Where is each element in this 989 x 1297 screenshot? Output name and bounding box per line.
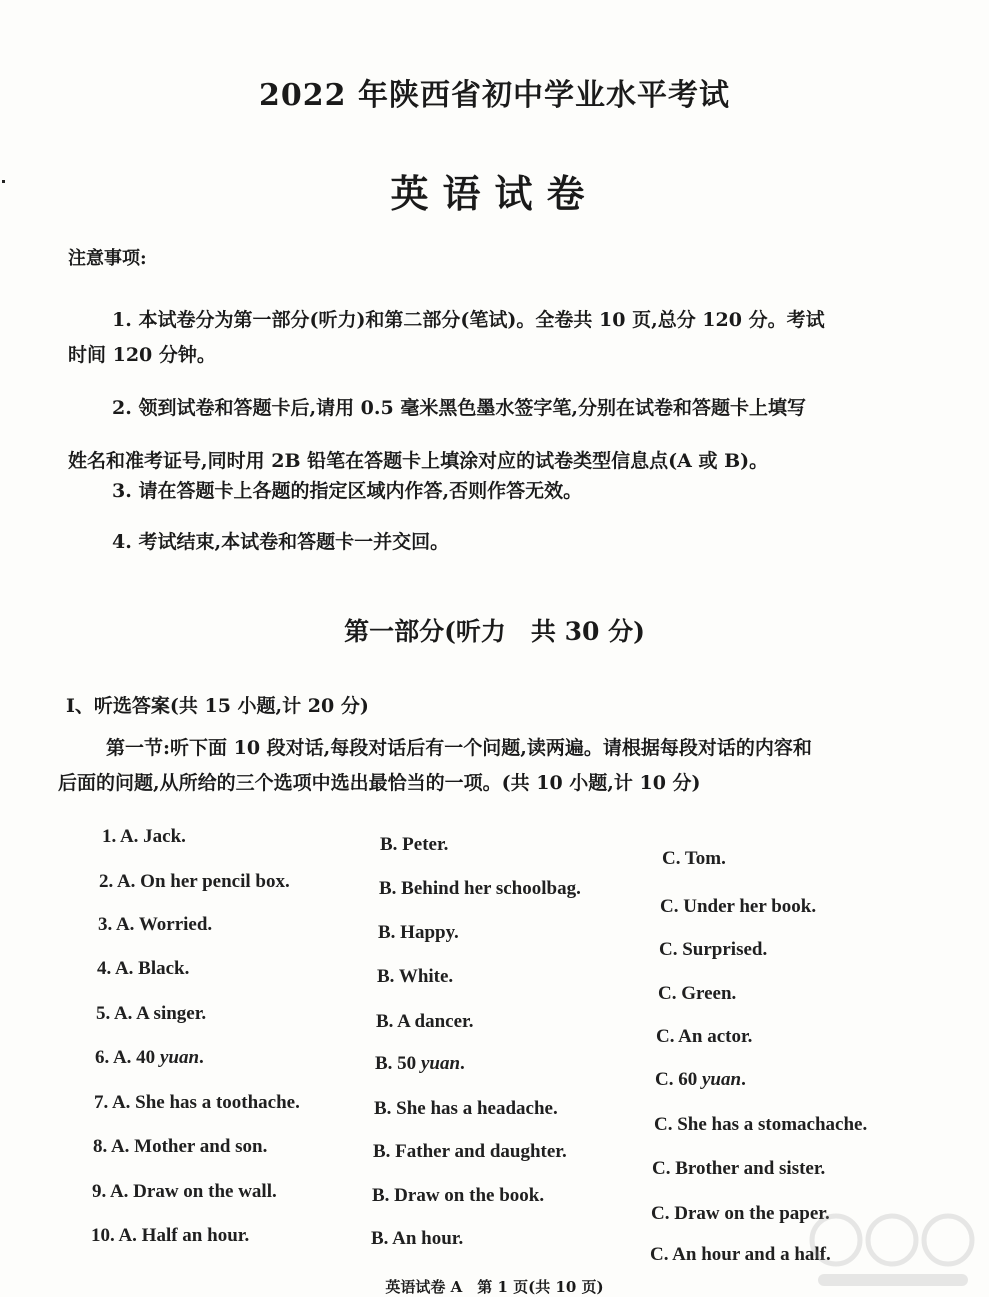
notice-item-3: 3. 请在答题卡上各题的指定区域内作答,否则作答无效。 — [112, 480, 583, 502]
question-7-option-b: B. She has a headache. — [374, 1098, 558, 1119]
scan-edge-mark — [2, 180, 5, 183]
page-footer: 英语试卷 A 第 1 页(共 10 页) — [385, 1278, 604, 1296]
question-4-option-b: B. White. — [377, 966, 454, 987]
question-2-option-a: 2. A. On her pencil box. — [99, 871, 290, 892]
section-instructions-continued: 后面的问题,从所给的三个选项中选出最恰当的一项。(共 10 小题,计 10 分) — [58, 772, 701, 794]
question-8-option-c: C. Brother and sister. — [652, 1158, 826, 1179]
question-3-option-b: B. Happy. — [378, 922, 459, 943]
question-1-option-b: B. Peter. — [380, 834, 449, 855]
question-9-option-c: C. Draw on the paper. — [651, 1203, 830, 1224]
question-1-option-a: 1. A. Jack. — [102, 826, 186, 847]
question-3-option-c: C. Surprised. — [659, 939, 768, 960]
question-6-option-c — [655, 1069, 746, 1091]
question-10-option-a: 10. A. Half an hour. — [91, 1225, 250, 1246]
option-unit: yuan — [701, 1069, 742, 1090]
question-5-option-c: C. An actor. — [656, 1026, 753, 1047]
question-4-option-a: 4. A. Black. — [97, 958, 190, 979]
option-end: . — [741, 1069, 746, 1090]
option-text: B. 50 — [375, 1053, 421, 1074]
part-one-title: 第一部分(听力 共 30 分) — [344, 617, 645, 646]
section-instructions: 第一节:听下面 10 段对话,每段对话后有一个问题,读两遍。请根据每段对话的内容和 — [106, 737, 812, 759]
question-10-option-c: C. An hour and a half. — [650, 1244, 831, 1265]
notice-heading: 注意事项: — [68, 248, 147, 269]
notice-item-1: 1. 本试卷分为第一部分(听力)和第二部分(笔试)。全卷共 10 页,总分 120 分。考试 — [112, 309, 825, 331]
notice-item-1-continued: 时间 120 分钟。 — [68, 344, 216, 366]
question-5-option-a: 5. A. A singer. — [96, 1003, 207, 1024]
question-3-option-a: 3. A. Worried. — [98, 914, 213, 935]
question-7-option-a: 7. A. She has a toothache. — [94, 1092, 300, 1113]
exam-main-title: 2022 年陕西省初中学业水平考试 — [259, 78, 730, 113]
option-end: . — [460, 1053, 465, 1074]
question-6-option-b — [375, 1053, 465, 1075]
question-10-option-b: B. An hour. — [371, 1228, 464, 1249]
section-heading: I、听选答案(共 15 小题,计 20 分) — [66, 695, 369, 717]
option-unit: yuan — [159, 1047, 200, 1068]
notice-item-2-continued: 姓名和准考证号,同时用 2B 铅笔在答题卡上填涂对应的试卷类型信息点(A 或 B)。 — [68, 450, 769, 472]
question-7-option-c: C. She has a stomachache. — [654, 1114, 868, 1135]
option-unit: yuan — [420, 1053, 461, 1074]
question-8-option-b: B. Father and daughter. — [373, 1141, 567, 1162]
notice-item-4: 4. 考试结束,本试卷和答题卡一并交回。 — [112, 531, 450, 553]
question-4-option-c: C. Green. — [658, 983, 737, 1004]
question-9-option-a: 9. A. Draw on the wall. — [92, 1181, 277, 1202]
question-2-option-b: B. Behind her schoolbag. — [379, 878, 581, 899]
answer-site-watermark-icon — [808, 1196, 978, 1292]
notice-item-2: 2. 领到试卷和答题卡后,请用 0.5 毫米黑色墨水签字笔,分别在试卷和答题卡上填写 — [112, 397, 806, 419]
question-9-option-b: B. Draw on the book. — [372, 1185, 545, 1206]
option-text: 6. A. 40 — [95, 1047, 160, 1068]
question-5-option-b: B. A dancer. — [376, 1011, 474, 1032]
question-2-option-c: C. Under her book. — [660, 896, 817, 917]
question-6-option-a — [95, 1047, 204, 1069]
exam-subject-title: 英语试卷 — [390, 171, 599, 216]
option-end: . — [199, 1047, 204, 1068]
question-1-option-c: C. Tom. — [662, 848, 726, 869]
question-8-option-a: 8. A. Mother and son. — [93, 1136, 268, 1157]
option-text: C. 60 — [655, 1069, 702, 1090]
